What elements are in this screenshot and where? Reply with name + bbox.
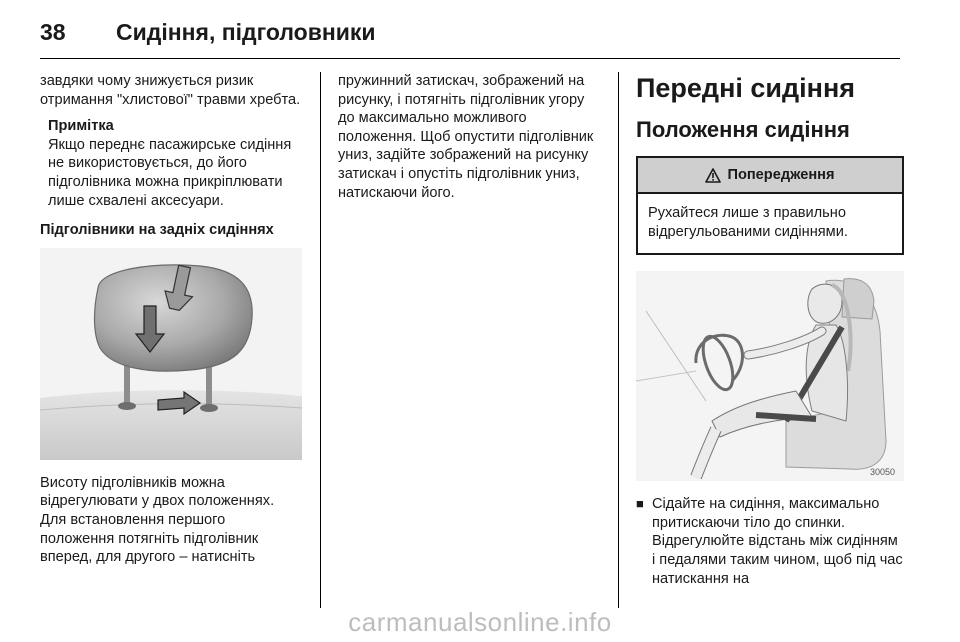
seat-position-figure [636, 271, 904, 481]
warning-triangle-icon [705, 168, 721, 183]
warning-header [638, 158, 902, 194]
rear-headrests-heading: Підголівники на задніх сидіннях [40, 222, 274, 239]
rear-headrest-figure [40, 248, 302, 460]
continuation-paragraph: пружинний затискач, зображений на рисунку, і потягніть підголівник угору до максимально можливого положення. Щоб опустити підголівник униз, задійте зображений на рисунку затискач і опустіть підголівник униз, натискаючи його. [338, 73, 594, 201]
column-middle [338, 72, 600, 202]
column-left [40, 72, 302, 567]
watermark: carmanualsonline.info [348, 607, 612, 637]
subsection-title: Положення сидіння [636, 117, 850, 142]
warning-box [636, 156, 904, 255]
column-divider [320, 72, 321, 608]
note-title: Примітка [48, 118, 114, 135]
warning-text: Рухайтеся лише з правильно відрегульованими сидіннями. [648, 205, 848, 240]
adjust-paragraph: Висоту підголівників можна відрегулювати у двох положеннях. Для встановлення першого положення потягніть підголівник вперед, для другого – натисніть [40, 474, 275, 566]
headrest-illustration [40, 248, 302, 460]
running-title: Сидіння, підголовники [116, 18, 376, 45]
intro-paragraph: завдяки чому знижується ризик отримання "хлистової" травми хребта. [40, 73, 301, 108]
page-number: 38 [40, 18, 66, 45]
page-header [40, 14, 376, 50]
driver-seat-illustration [636, 271, 904, 481]
section-title: Передні сидіння [636, 73, 856, 103]
warning-title: Попередження [727, 167, 835, 183]
bullet-text: Сідайте на сидіння, максимально притискаючи тіло до спинки. Відрегулюйте відстань між сидінням і педалями таким чином, щоб під час натискання на [652, 496, 903, 587]
header-rule [40, 58, 900, 59]
note-block [48, 117, 302, 210]
figure-code: 30050 [870, 467, 896, 478]
note-text: Якщо переднє пасажирське сидіння не використовується, до його підголівника можна прикріплювати лише схвалені аксесуари. [48, 136, 292, 209]
column-right [636, 72, 904, 588]
list-item [636, 495, 904, 588]
bullet-square-icon: ■ [636, 496, 644, 512]
column-divider [618, 72, 619, 608]
